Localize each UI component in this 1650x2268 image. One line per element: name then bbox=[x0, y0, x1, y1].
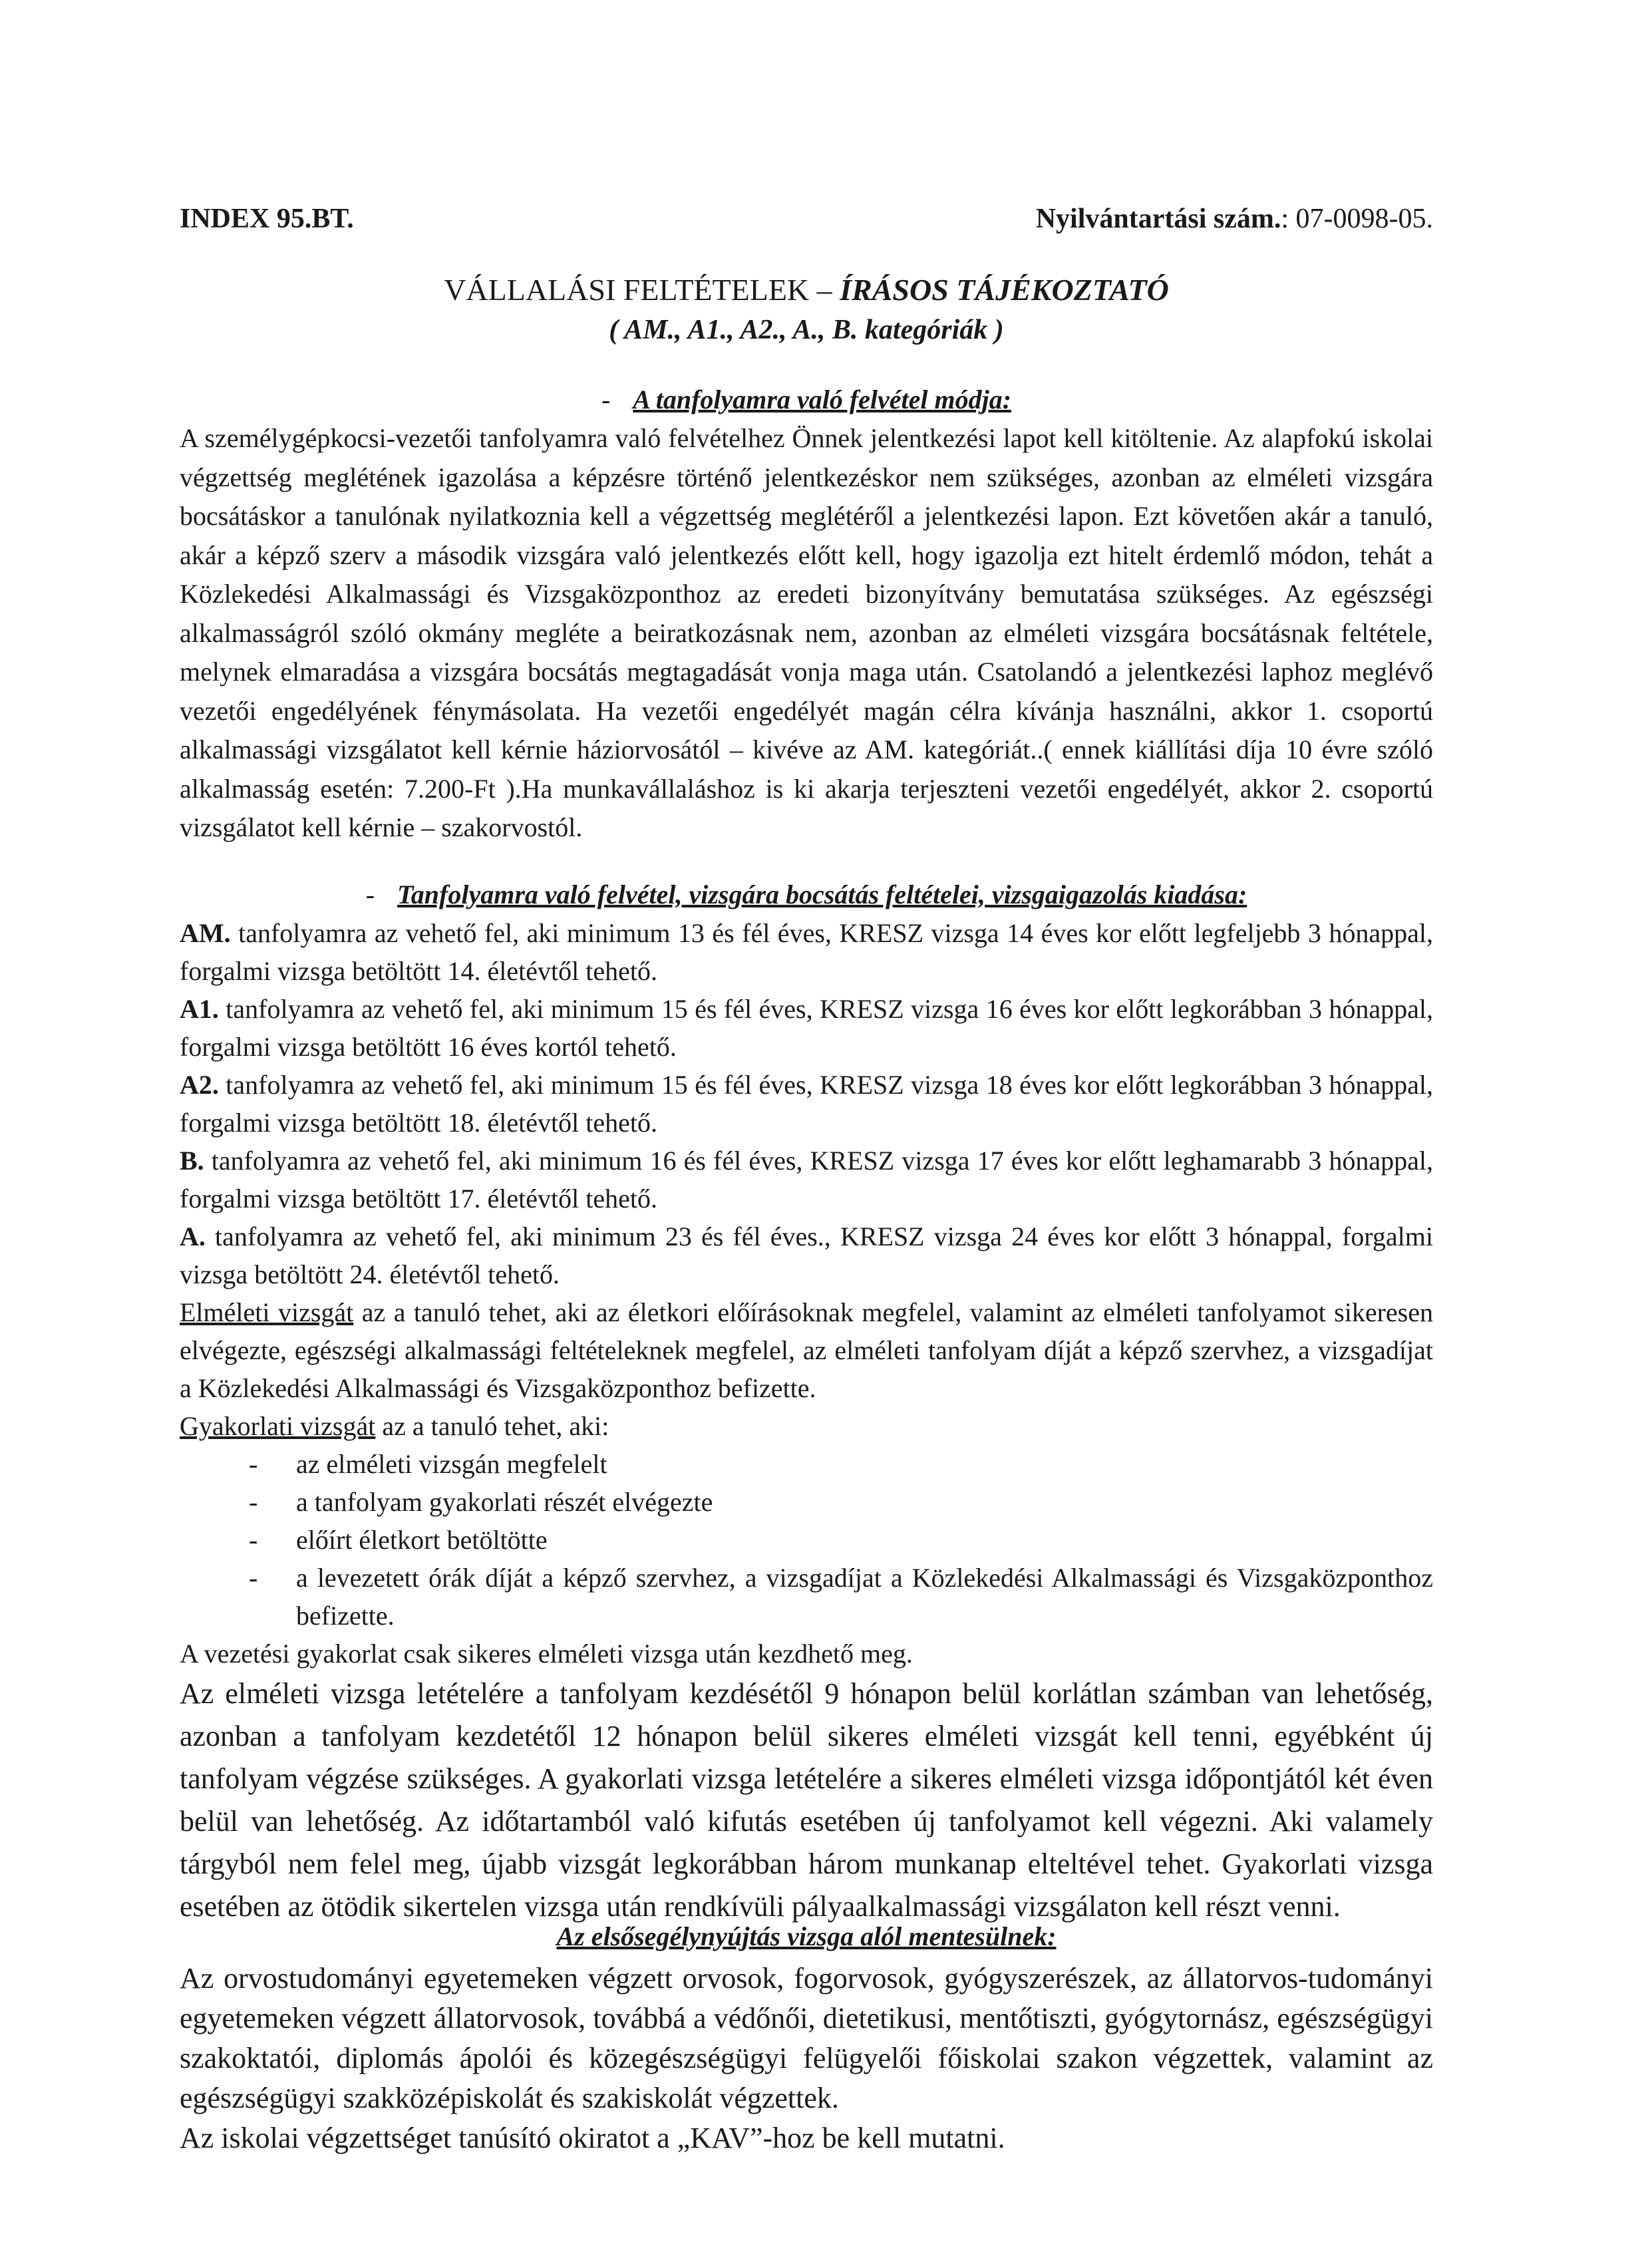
list-item-text: a levezetett órák díját a képző szervhez, a vizsgadíjat a Közlekedési Alkalmassági és Vizsgaközponthoz befizette. bbox=[296, 1563, 1433, 1631]
list-item: - a tanfolyam gyakorlati részét elvégezte bbox=[249, 1487, 713, 1517]
category-item bbox=[180, 1217, 1433, 1293]
registration-label: Nyilvántartási szám. bbox=[1035, 204, 1281, 234]
category-text: tanfolyamra az vehető fel, aki minimum 13 és fél éves, KRESZ vizsga 14 éves kor előtt legfeljebb 3 hónappal, forgalmi vizsga betöltött 14. életévtől tehető. bbox=[180, 918, 1433, 986]
category-text: tanfolyamra az vehető fel, aki minimum 16 és fél éves, KRESZ vizsga 17 éves kor előtt leghamarabb 3 hónappal, forgalmi vizsga betöltött 17. életévtől tehető. bbox=[180, 1146, 1433, 1214]
category-label: B. bbox=[180, 1146, 204, 1176]
practice-exam-text: az a tanuló tehet, aki: bbox=[375, 1411, 609, 1441]
driving-practice-note: A vezetési gyakorlat csak sikeres elméleti vizsga után kezdhető meg. bbox=[180, 1639, 913, 1669]
section-1-heading bbox=[180, 381, 1433, 419]
theory-exam-label: Elméleti vizsgát bbox=[180, 1297, 354, 1327]
category-text: tanfolyamra az vehető fel, aki minimum 15 és fél éves, KRESZ vizsga 16 éves kor előtt legkorábban 3 hónappal, forgalmi vizsga betöltött 16 éves kortól tehető. bbox=[180, 994, 1433, 1062]
list-item: - előírt életkort betöltötte bbox=[249, 1525, 548, 1555]
section-2-title: Tanfolyamra való felvétel, vizsgára bocsátás feltételei, vizsgaigazolás kiadása: bbox=[397, 880, 1247, 909]
list-item: - a levezetett órák díját a képző szervhez, a vizsgadíjat a Közlekedési Alkalmassági és Vizsgaközponthoz befizette. bbox=[249, 1563, 1433, 1631]
heading-dash: - bbox=[601, 385, 611, 414]
section-3-body bbox=[180, 1959, 1433, 2158]
category-item bbox=[180, 1142, 1433, 1217]
section-3-heading bbox=[180, 1917, 1433, 1956]
exam-period-paragraph: Az elméleti vizsga letételére a tanfolyam kezdésétől 9 hónapon belül korlátlan számban van lehetőség, azonban a tanfolyam kezdetétől 12 hónapon belül sikeres elméleti vizsgát kell tenni, egyébként új tanfolyam végzése szükséges. A gyakorlati vizsga letételére a sikeres elméleti vizsga időpontjától két éven belül van lehetőség. Az időtartamból való kifutás esetében új tanfolyamot kell végezni. Aki valamely tárgyból nem felel meg, újabb vizsgát legkorábban három munkanap elteltével tehet. Gyakorlati vizsga esetében az ötödik sikertelen vizsga után rendkívüli pályaalkalmassági vizsgálaton kell részt venni. bbox=[180, 1677, 1433, 1923]
section-1-title: A tanfolyamra való felvétel módja: bbox=[633, 385, 1012, 414]
theory-exam-paragraph bbox=[180, 1293, 1433, 1407]
theory-exam-text: az a tanuló tehet, aki az életkori előírásoknak megfelel, valamint az elméleti tanfolyamot sikeresen elvégezte, egészségi alkalmassági feltételeknek megfelel, az elméleti tanfolyam díját a képző szervhez, a vizsgadíjat a Közlekedési Alkalmassági és Vizsgaközponthoz befizette. bbox=[180, 1297, 1433, 1403]
section-2-heading bbox=[180, 876, 1433, 914]
category-item bbox=[180, 990, 1433, 1066]
company-name: INDEX 95.BT. bbox=[180, 204, 354, 234]
list-item-text: előírt életkort betöltötte bbox=[296, 1525, 548, 1555]
title-main: VÁLLALÁSI FELTÉTELEK – bbox=[444, 273, 840, 307]
enrollment-paragraph: A személygépkocsi-vezetői tanfolyamra való felvételhez Önnek jelentkezési lapot kell kitöltenie. Az alapfokú iskolai végzettség meglétének igazolása a képzésre történő jelentkezéskor nem szükséges, azonban az elméleti vizsgára bocsátáskor a tanulónak nyilatkoznia kell a végzettség meglétéről a jelentkezési lapon. Ezt követően akár a tanuló, akár a képző szerv a második vizsgára való jelentkezés előtt kell, hogy igazolja ezt hitelt érdemlő módon, tehát a Közlekedési Alkalmassági és Vizsgaközponthoz az eredeti bizonyítvány bemutatása szükséges. Az egészségi alkalmasságról szóló okmány megléte a beiratkozásnak nem, azonban az elméleti vizsgára bocsátásnak feltétele, melynek elmaradása a vizsgára bocsátás megtagadását vonja maga után. Csatolandó a jelentkezési laphoz meglévő vezetői engedélyének fénymásolata. Ha vezetői engedélyét magán célra kívánja használni, akkor 1. csoportú alkalmassági vizsgálatot kell kérnie háziorvosától – kivéve az AM. kategóriát..( ennek kiállítási díja 10 évre szóló alkalmasság esetén: 7.200-Ft ).Ha munkavállaláshoz is ki akarja terjeszteni vezetői engedélyét, akkor 2. csoportú vizsgálatot kell kérnie – szakorvostól. bbox=[180, 423, 1433, 842]
list-item-text: a tanfolyam gyakorlati részét elvégezte bbox=[296, 1487, 713, 1517]
title-line-1 bbox=[180, 270, 1433, 310]
practice-requirements-list bbox=[180, 1445, 1433, 1635]
category-label: AM. bbox=[180, 918, 231, 948]
document-header bbox=[180, 200, 1433, 240]
title-italic: ÍRÁSOS TÁJÉKOZTATÓ bbox=[840, 273, 1169, 307]
category-text: tanfolyamra az vehető fel, aki minimum 23 és fél éves., KRESZ vizsga 24 éves kor előtt 3 hónappal, forgalmi vizsga betöltött 24. életévtől tehető. bbox=[180, 1221, 1433, 1289]
certificate-note: Az iskolai végzettséget tanúsító okiratot a „KAV”-hoz be kell mutatni. bbox=[180, 2122, 1005, 2154]
section-1-body bbox=[180, 419, 1433, 848]
category-label: A2. bbox=[180, 1070, 219, 1100]
category-text: tanfolyamra az vehető fel, aki minimum 15 és fél éves, KRESZ vizsga 18 éves kor előtt legkorábban 3 hónappal, forgalmi vizsga betöltött 18. életévtől tehető. bbox=[180, 1070, 1433, 1138]
category-item bbox=[180, 914, 1433, 990]
title-categories: ( AM., A1., A2., A., B. kategóriák ) bbox=[609, 315, 1004, 345]
registration-number bbox=[1036, 200, 1433, 238]
exemption-paragraph: Az orvostudományi egyetemeken végzett orvosok, fogorvosok, gyógyszerészek, az állatorvos-tudományi egyetemeken végzett állatorvosok, továbbá a védőnői, dietetikusi, mentőtiszti, gyógytornász, egészségügyi szakoktatói, diplomás ápolói és közegészségügyi felügyelői főiskolai szakon végzettek, valamint az egészségügyi szakközépiskolát és szakiskolát végzettek. bbox=[180, 1962, 1433, 2114]
section-3-title: Az elsősegélynyújtás vizsga alól mentesülnek: bbox=[556, 1921, 1057, 1951]
section-2-body bbox=[180, 914, 1433, 1928]
category-label: A. bbox=[180, 1221, 206, 1251]
heading-dash: - bbox=[365, 880, 375, 909]
category-item bbox=[180, 1066, 1433, 1142]
practice-exam-paragraph bbox=[180, 1407, 1433, 1445]
registration-value: : 07-0098-05. bbox=[1281, 204, 1433, 234]
document-title bbox=[180, 270, 1433, 350]
list-item: - az elméleti vizsgán megfelelt bbox=[249, 1449, 607, 1479]
list-item-text: az elméleti vizsgán megfelelt bbox=[296, 1449, 607, 1479]
category-label: A1. bbox=[180, 994, 219, 1024]
practice-exam-label: Gyakorlati vizsgát bbox=[180, 1411, 376, 1441]
